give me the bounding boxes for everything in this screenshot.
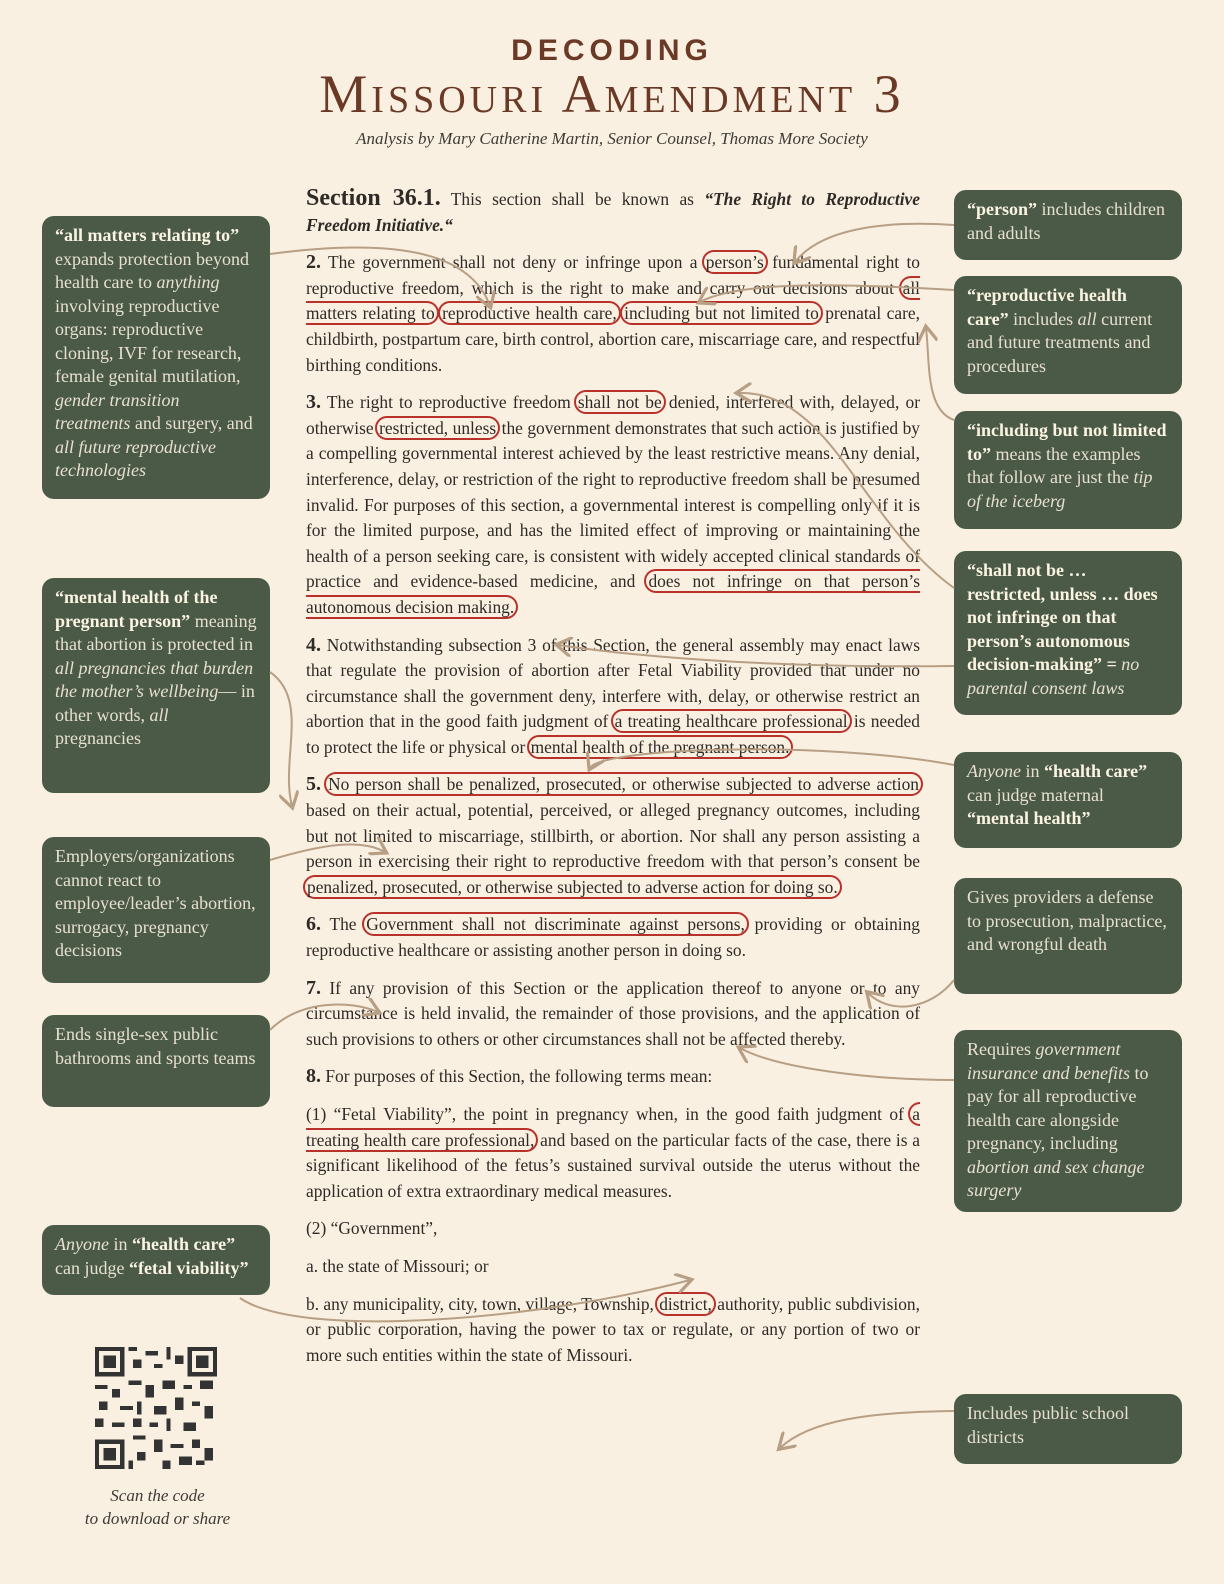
note-keyword: “mental health of the pregnant person” — [55, 587, 218, 631]
arrow-mental-health — [270, 672, 292, 806]
text-span: providing or obtaining reproductive healthcare or assisting another person in doing so. — [306, 914, 920, 961]
note-text: in — [113, 1234, 128, 1254]
note-text: — in other words, — [55, 681, 255, 725]
note-provider-defense — [954, 878, 1182, 994]
text-span: (1) “Fetal Viability”, the point in pregnancy when, in the good faith judgment of — [306, 1104, 904, 1124]
text-span: (2) “Government”, — [306, 1218, 438, 1239]
note-keyword: “fetal viability” — [128, 1257, 249, 1278]
note-mental-health — [42, 578, 270, 793]
qr-code[interactable] — [95, 1347, 217, 1469]
text-span: and based on the particular facts of the case, there is a significant likelihood of the fetus’s sustained survival outside the uterus without the application of extra extraordinary medical measures. — [306, 1129, 920, 1201]
note-keyword: “health care” — [132, 1234, 236, 1254]
subsection-number: 2. — [306, 251, 321, 274]
note-keyword: “person” — [967, 199, 1038, 219]
note-single-sex — [42, 1015, 270, 1107]
note-emphasis: Anyone — [55, 1234, 109, 1254]
text-span: denied, interfered with, delayed, or otherwise — [306, 392, 920, 438]
note-text: Employers/organizations cannot react to employee/leader’s abortion, surrogacy, pregnancy decisions — [55, 846, 256, 960]
note-emphasis: all future reproductive technologies — [55, 436, 216, 480]
note-keyword: “shall not be … restricted, unless … does not infringe on that person’s autonomous decision-making” = — [967, 560, 1158, 674]
note-emphasis: abortion and sex change surgery — [967, 1156, 1145, 1200]
subsection-8 — [306, 1064, 920, 1090]
definition-government-b — [306, 1292, 920, 1369]
initiative-name: “The Right to Reproductive Freedom Initiative.“ — [306, 189, 920, 235]
text-span: For purposes of this Section, the following terms mean: — [325, 1066, 713, 1087]
page-title: Missouri Amendment 3 — [319, 64, 905, 124]
note-text: can judge — [55, 1257, 125, 1278]
note-school-districts — [954, 1394, 1182, 1464]
circled-district: district, — [655, 1292, 716, 1316]
note-emphasis: all pregnancies that burden the mother’s wellbeing — [55, 657, 254, 701]
note-employers — [42, 837, 270, 983]
definition-government — [306, 1216, 920, 1242]
text-span: The government shall not deny or infringe upon a — [328, 252, 698, 273]
qr-caption — [60, 1484, 255, 1530]
subsection-2 — [306, 250, 920, 378]
note-parental-consent — [954, 551, 1182, 715]
note-keyword: “health care” — [1044, 761, 1148, 781]
note-emphasis: tip of the iceberg — [967, 467, 1153, 511]
note-all-matters — [42, 216, 270, 499]
note-fetal-viability — [42, 1225, 270, 1295]
header-kicker: DECODING — [511, 34, 713, 67]
note-mental-health-judge — [954, 752, 1182, 848]
note-text: Gives providers a defense to prosecution, malpractice, and wrongful death — [967, 887, 1167, 954]
note-emphasis: government insurance and benefits — [967, 1039, 1130, 1083]
subsection-6 — [306, 912, 920, 963]
note-text: pregnancies — [55, 728, 141, 748]
text-span: The right to reproductive freedom — [326, 392, 571, 413]
section-36-1 — [306, 186, 920, 238]
note-keyword: “all matters relating to” — [55, 225, 240, 245]
definition-fetal-viability — [306, 1102, 920, 1204]
note-text: includes children and adults — [967, 199, 1165, 243]
subsection-number: 7. — [306, 976, 321, 999]
text-span: prenatal care, childbirth, postpartum care, birth control, abortion care, miscarriage care, and respectful birthing conditions. — [306, 303, 920, 375]
text-span: b. any municipality, city, town, village, Township, — [306, 1293, 654, 1314]
byline: Analysis by Mary Catherine Martin, Senior Counsel, Thomas More Society — [356, 129, 868, 148]
subsection-4 — [306, 633, 920, 761]
text-span: based on their actual, potential, perceived, or alleged pregnancy outcomes, including but not limited to miscarriage, stillbirth, or abortion. Nor shall any person assisting a person in exercising their right to reproductive freedom with that person’s consent be — [306, 800, 920, 872]
note-emphasis: no parental consent laws — [967, 654, 1140, 698]
text-span: If any provision of this Section or the application thereof to anyone or to any circumstance is held invalid, the remainder of those provisions, and the application of such provisions to others or other circumstances shall not be affected thereby. — [306, 977, 920, 1049]
circled-no-person-penalized: No person shall be penalized, prosecuted, or otherwise subjected to adverse action — [324, 772, 923, 796]
note-text: current and future treatments and procedures — [967, 308, 1153, 376]
subsection-number: 3. — [306, 391, 321, 414]
note-text: to pay for all reproductive health care alongside pregnancy, including — [967, 1062, 1149, 1153]
note-keyword: “mental health” — [967, 808, 1091, 828]
circled-restricted-unless: restricted, unless — [375, 416, 500, 440]
subsection-number: 6. — [306, 913, 321, 936]
note-text: can judge maternal — [967, 784, 1104, 805]
note-emphasis: gender transition treatments — [55, 389, 180, 433]
subsection-3 — [306, 390, 920, 620]
definition-government-a — [306, 1254, 920, 1280]
circled-government-discriminate: Government shall not discriminate against persons, — [362, 912, 749, 936]
note-emphasis: Anyone — [967, 761, 1021, 781]
note-text: expands protection beyond health care to — [55, 248, 249, 292]
subsection-5 — [306, 772, 920, 900]
note-text: Ends single-sex public bathrooms and sports teams — [55, 1024, 256, 1068]
qr-caption-line: to download or share — [84, 1509, 231, 1528]
text-span: Notwithstanding subsection 3 of this Section, the general assembly may enact laws that regulate the provision of abortion after Fetal Viability provided that under no circumstance shall the government deny, interfere with, delay, or otherwise restrict an abortion that in the good faith judgment of — [306, 634, 920, 732]
note-person — [954, 190, 1182, 260]
circled-autonomous-decision: does not infringe on that person’s autonomous decision making. — [306, 571, 920, 617]
text-span: the government demonstrates that such action is justified by a compelling governmental interest achieved by the least restrictive means. Any denial, interference, delay, or restriction of the right to reproductive freedom shall be presumed invalid. For purposes of this section, a governmental interest is compelling only if it is for the limited purpose, and has the limited effect of improving or maintaining the health of a person seeking care, is consistent with widely accepted clinical standards of practice and evidence-based medicine, and — [306, 417, 920, 592]
note-text: Requires — [967, 1039, 1031, 1059]
note-text: and surgery, and — [134, 413, 253, 433]
arrow-including — [926, 328, 954, 420]
note-text: includes — [1013, 308, 1074, 329]
text-span: authority, public subdivision, or public corporation, having the power to tax or regulate, or any portion of two or more such entities within the state of Missouri. — [306, 1293, 920, 1365]
qr-caption-line: Scan the code — [110, 1486, 205, 1505]
note-keyword: “reproductive health care” — [967, 285, 1127, 329]
note-including-but-not-limited — [954, 411, 1182, 529]
subsection-7 — [306, 976, 920, 1053]
note-text: means the examples that follow are just the — [967, 443, 1141, 487]
section-label: Section 36.1. — [306, 185, 441, 211]
arrow-school-districts — [780, 1411, 954, 1448]
circled-shall-not-be: shall not be — [574, 390, 666, 414]
note-reproductive-health-care — [954, 276, 1182, 394]
circled-treating-professional: a treating healthcare professional — [611, 709, 852, 733]
text-span: The — [329, 914, 357, 935]
circled-all-matters: all matters relating to — [306, 277, 920, 324]
circled-person: person’s — [702, 250, 768, 274]
circled-mental-health: mental health of the pregnant person. — [527, 735, 794, 759]
circled-treating-health-care-professional: a treating health care professional, — [306, 1104, 920, 1150]
text-span: is needed to protect the life or physical or — [306, 711, 920, 757]
subsection-number: 8. — [306, 1065, 321, 1088]
note-text: meaning that abortion is protected in — [55, 610, 257, 654]
note-government-insurance — [954, 1030, 1182, 1212]
text-span: fundamental right to reproductive freedom, which is the right to make and carry out decisions about — [306, 252, 920, 298]
note-text: in — [1025, 761, 1040, 781]
subsection-number: 4. — [306, 633, 321, 656]
note-emphasis: all — [149, 704, 169, 725]
circled-penalized-prosecuted: penalized, prosecuted, or otherwise subjected to adverse action for doing so. — [303, 875, 842, 899]
circled-including-but-not-limited: including but not limited to — [620, 301, 823, 325]
amendment-text — [306, 186, 920, 1380]
subsection-number: 5. — [306, 773, 321, 796]
note-keyword: “including but not limited to” — [967, 420, 1167, 464]
note-emphasis: anything — [156, 272, 220, 292]
note-text: Includes public school districts — [967, 1403, 1129, 1447]
note-emphasis: all — [1077, 308, 1097, 329]
circled-reproductive-health-care: reproductive health care, — [438, 301, 621, 325]
section-text: This section shall be known as — [450, 189, 705, 209]
text-span: a. the state of Missouri; or — [306, 1255, 489, 1276]
note-text: involving reproductive organs: reproductive cloning, IVF for research, female genital mutilation, — [55, 295, 242, 386]
